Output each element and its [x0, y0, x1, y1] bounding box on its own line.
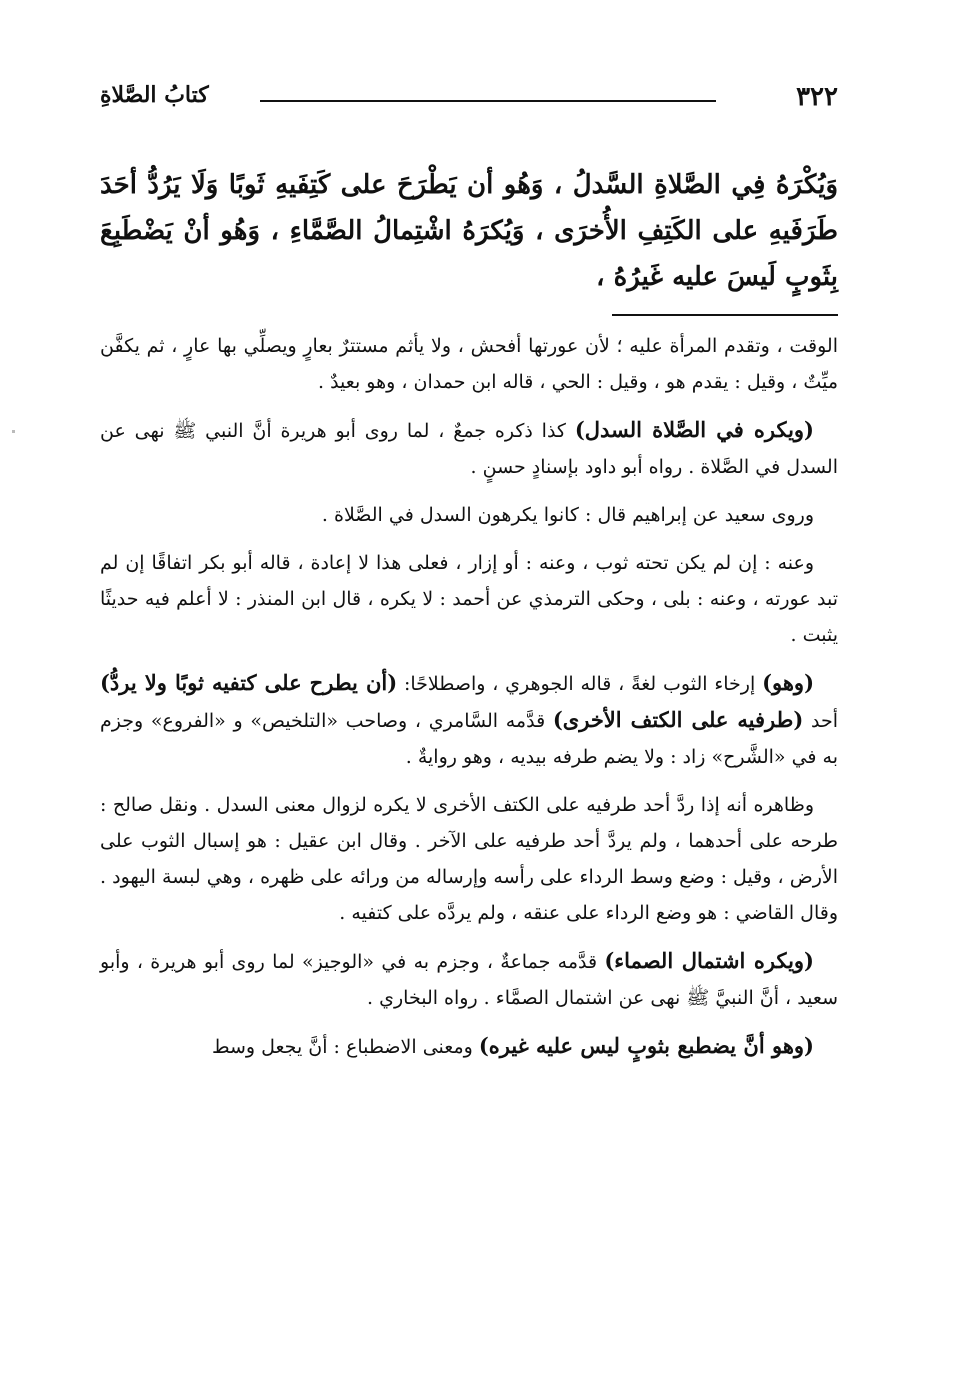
commentary-text: إرخاء الثوب لغةً ، قاله الجوهري ، واصطلاحًا: [397, 673, 763, 695]
commentary-text: قدَّمه السَّامري ، وصاحب «التلخيص» و «الفروع» وجزم به في «الشَّرح» زاد : ولا يضم طرفه بيديه ، وهو روايةٌ . [100, 710, 838, 768]
page-number: ٣٢٢ [796, 82, 838, 112]
page-header [100, 82, 838, 118]
commentary-paragraph-2 [100, 412, 838, 485]
commentary-text: ومعنى الاضطباع : أنَّ يجعل وسط [211, 1036, 479, 1058]
commentary-paragraph-5 [100, 665, 838, 775]
commentary-paragraph-3: وروى سعيد عن إبراهيم قال : كانوا يكرهون السدل في الصَّلاة . [321, 504, 814, 526]
commentary-text: أحد [803, 710, 838, 732]
quoted-matn: (وهو أنَّ يضطبع بثوبٍ ليس عليه غيره) [478, 1033, 814, 1058]
commentary-paragraph-7 [100, 943, 838, 1016]
quoted-matn: (أن يطرح على كتفيه ثوبًا ولا يردُّ) [100, 670, 398, 695]
quoted-matn: (طرفيه على الكتف الأخرى) [552, 707, 804, 732]
commentary [100, 328, 838, 1077]
quoted-matn: (ويكره اشتمال الصماء) [604, 948, 814, 973]
scan-speck [12, 430, 15, 433]
header-rule [260, 100, 716, 102]
commentary-text: قدَّمه جماعةٌ ، وجزم به في «الوجيز» لما روى أبو هريرة ، وأبو سعيد ، أنَّ النبيَّ ﷺ نهى عن اشتمال الصمَّاء . رواه البخاري . [100, 951, 838, 1009]
matn-separator-rule [612, 314, 838, 316]
running-title: كتابُ الصَّلاةِ [100, 82, 209, 108]
commentary-paragraph-6: وظاهره أنه إذا ردَّ أحد طرفيه على الكتف الأخرى لا يكره لزوال معنى السدل . ونقل صالح : طرحه على أحدهما ، ولم يردَّ أحد طرفيه على الآخر . وقال ابن عقيل : هو إسبال الثوب على الأرض ، وقيل : وضع وسط الرداء على رأسه وإرساله من ورائه على ظهره ، وهي لبسة اليهود . وقال القاضي : هو وضع الرداء على عنقه ، ولم يردَّه على كتفيه . [100, 794, 838, 924]
matn-text: وَيُكْرَهُ فِي الصَّلاةِ السَّدلُ ، وَهُو أن يَطْرَحَ على كَتِفَيهِ ثَوبًا وَلَا يَرُدُّ أحَدَ طَرَفَيهِ على الكَتِفِ الأُخرَى ، وَيُكرَهُ اشْتِمالُ الصَّمَّاءِ ، وَهُو أنْ يَضْطَبِعَ بِثَوبٍ لَيسَ عليه غَيرُهُ ، [100, 170, 838, 292]
commentary-paragraph-1: الوقت ، وتقدم المرأة عليه ؛ لأن عورتها أفحش ، ولا يأثم مستترٌ بعارٍ ويصلِّي بها عارٍ ، ثم يكفَّن ميِّتٌ ، وقيل : يقدم هو ، وقيل : الحي ، قاله ابن حمدان ، وهو بعيدٌ . [100, 335, 838, 393]
commentary-paragraph-8 [100, 1028, 838, 1065]
quoted-matn: (ويكره في الصَّلاة السدل) [574, 417, 814, 442]
commentary-paragraph-4: وعنه : إن لم يكن تحته ثوب ، وعنه : أو إزار ، فعلى هذا لا إعادة ، قاله أبو بكر اتفاقًا إن لم تبد عورته ، وعنه : بلى ، وحكى الترمذي عن أحمد : لا يكره ، قال ابن المنذر : لا أعلم فيه حديثًا يثبت . [100, 552, 838, 646]
commentary-text: كذا ذكره جمعٌ ، لما روى أبو هريرة أنَّ النبي ﷺ نهى عن السدل في الصَّلاة . رواه أبو داود بإسنادٍ حسنٍ . [100, 420, 838, 478]
quoted-matn: (وهو) [762, 670, 814, 695]
